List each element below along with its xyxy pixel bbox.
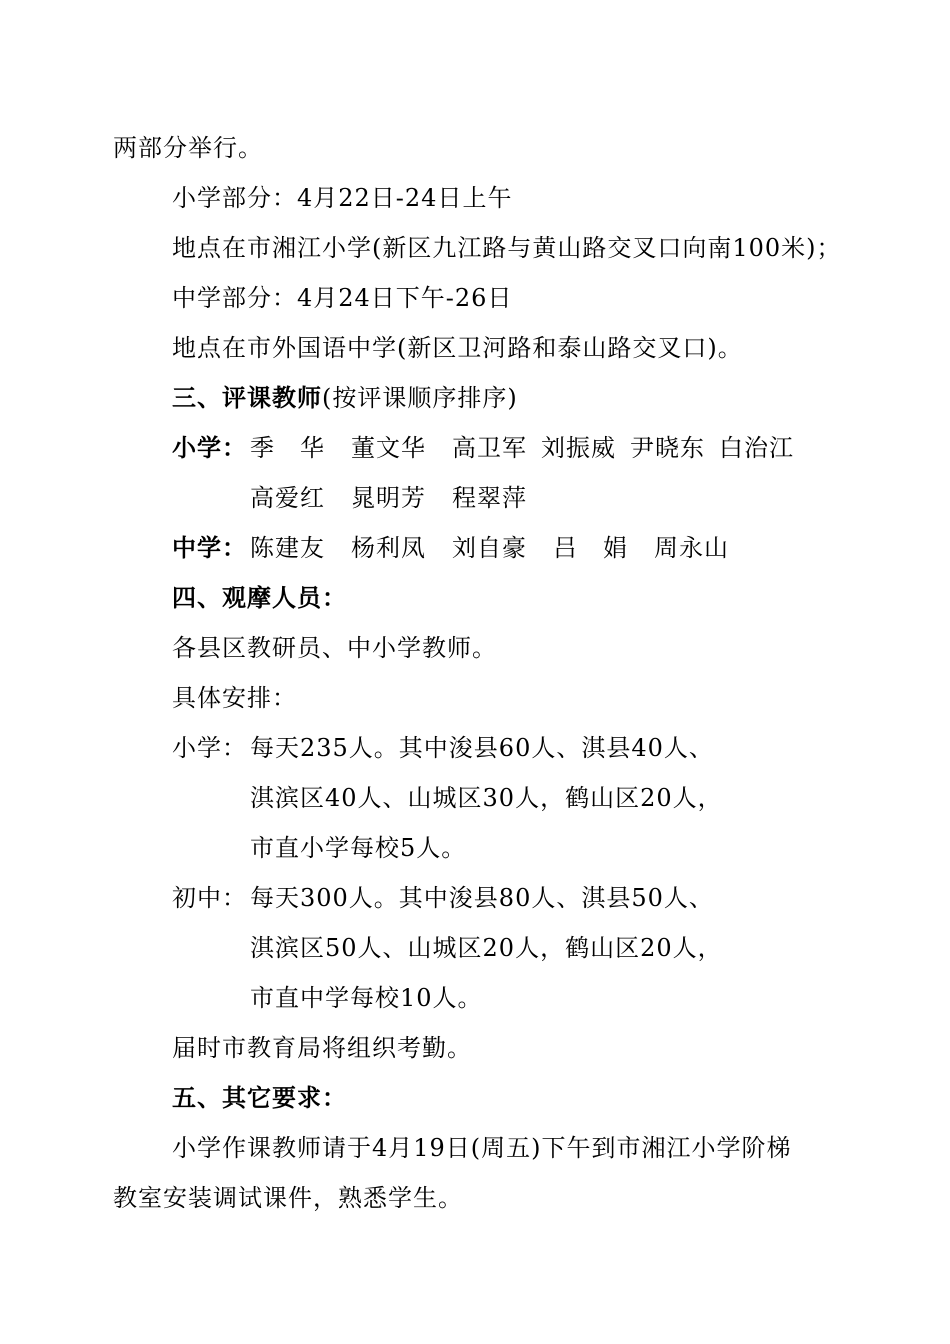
teacher-name: 杨利凤: [351, 534, 426, 562]
teacher-name: 白治江: [719, 434, 794, 462]
teacher-name: 刘自豪: [452, 534, 527, 562]
teacher-name: 董文华: [351, 434, 426, 462]
junior-plan-line-3: 市直中学每校10人。: [250, 984, 483, 1012]
primary-teachers-row-2: [250, 482, 527, 514]
section-3-title: 三、评课教师: [172, 384, 322, 412]
junior-plan-line-1: [172, 882, 714, 914]
junior-plan-text: 每天300人。其中浚县80人、淇县50人、: [250, 884, 714, 912]
junior-plan-label: 初中：: [172, 884, 247, 912]
section-3-heading: [172, 382, 518, 414]
section-3-note: (按评课顺序排序): [322, 384, 518, 412]
primary-teachers-row-1: [172, 432, 794, 464]
primary-plan-line-3: 市直小学每校5人。: [250, 834, 467, 862]
teacher-name: 晁明芳: [351, 484, 426, 512]
primary-plan-line-2: 淇滨区40人、山城区30人，鹤山区20人，: [250, 784, 723, 812]
teacher-name: 高爱红: [250, 484, 325, 512]
primary-location: 地点在市湘江小学(新区九江路与黄山路交叉口向南100米)；: [172, 234, 842, 262]
teacher-name: 季 华: [250, 434, 325, 462]
requirement-line-2: 教室安装调试课件，熟悉学生。: [113, 1184, 463, 1212]
middle-schedule: 中学部分：4月24日下午-26日: [172, 284, 513, 312]
teacher-name: 吕 娟: [553, 534, 628, 562]
requirement-line-1: 小学作课教师请于4月19日(周五)下午到市湘江小学阶梯: [172, 1134, 792, 1162]
teacher-name: 高卫军: [452, 434, 527, 462]
section-4-title: 四、观摩人员：: [172, 584, 347, 612]
teacher-name: 尹晓东: [630, 434, 705, 462]
junior-plan-line-2: 淇滨区50人、山城区20人，鹤山区20人，: [250, 934, 723, 962]
primary-plan-line-1: [172, 732, 714, 764]
teacher-name: 程翠萍: [452, 484, 527, 512]
attendance-text: 届时市教育局将组织考勤。: [172, 1034, 472, 1062]
arrangement-heading: 具体安排：: [172, 684, 297, 712]
teacher-name: 周永山: [654, 534, 729, 562]
middle-teachers-row: [172, 532, 729, 564]
text-line-1: 两部分举行。: [113, 134, 263, 162]
primary-schedule: 小学部分：4月22日-24日上午: [172, 184, 513, 212]
primary-teachers-label: 小学：: [172, 434, 247, 462]
primary-plan-text: 每天235人。其中浚县60人、淇县40人、: [250, 734, 714, 762]
middle-teachers-label: 中学：: [172, 534, 247, 562]
observers-text: 各县区教研员、中小学教师。: [172, 634, 497, 662]
middle-location: 地点在市外国语中学(新区卫河路和泰山路交叉口)。: [172, 334, 743, 362]
teacher-name: 陈建友: [250, 534, 325, 562]
primary-plan-label: 小学：: [172, 734, 247, 762]
section-5-title: 五、其它要求：: [172, 1084, 347, 1112]
teacher-name: 刘振威: [541, 434, 616, 462]
